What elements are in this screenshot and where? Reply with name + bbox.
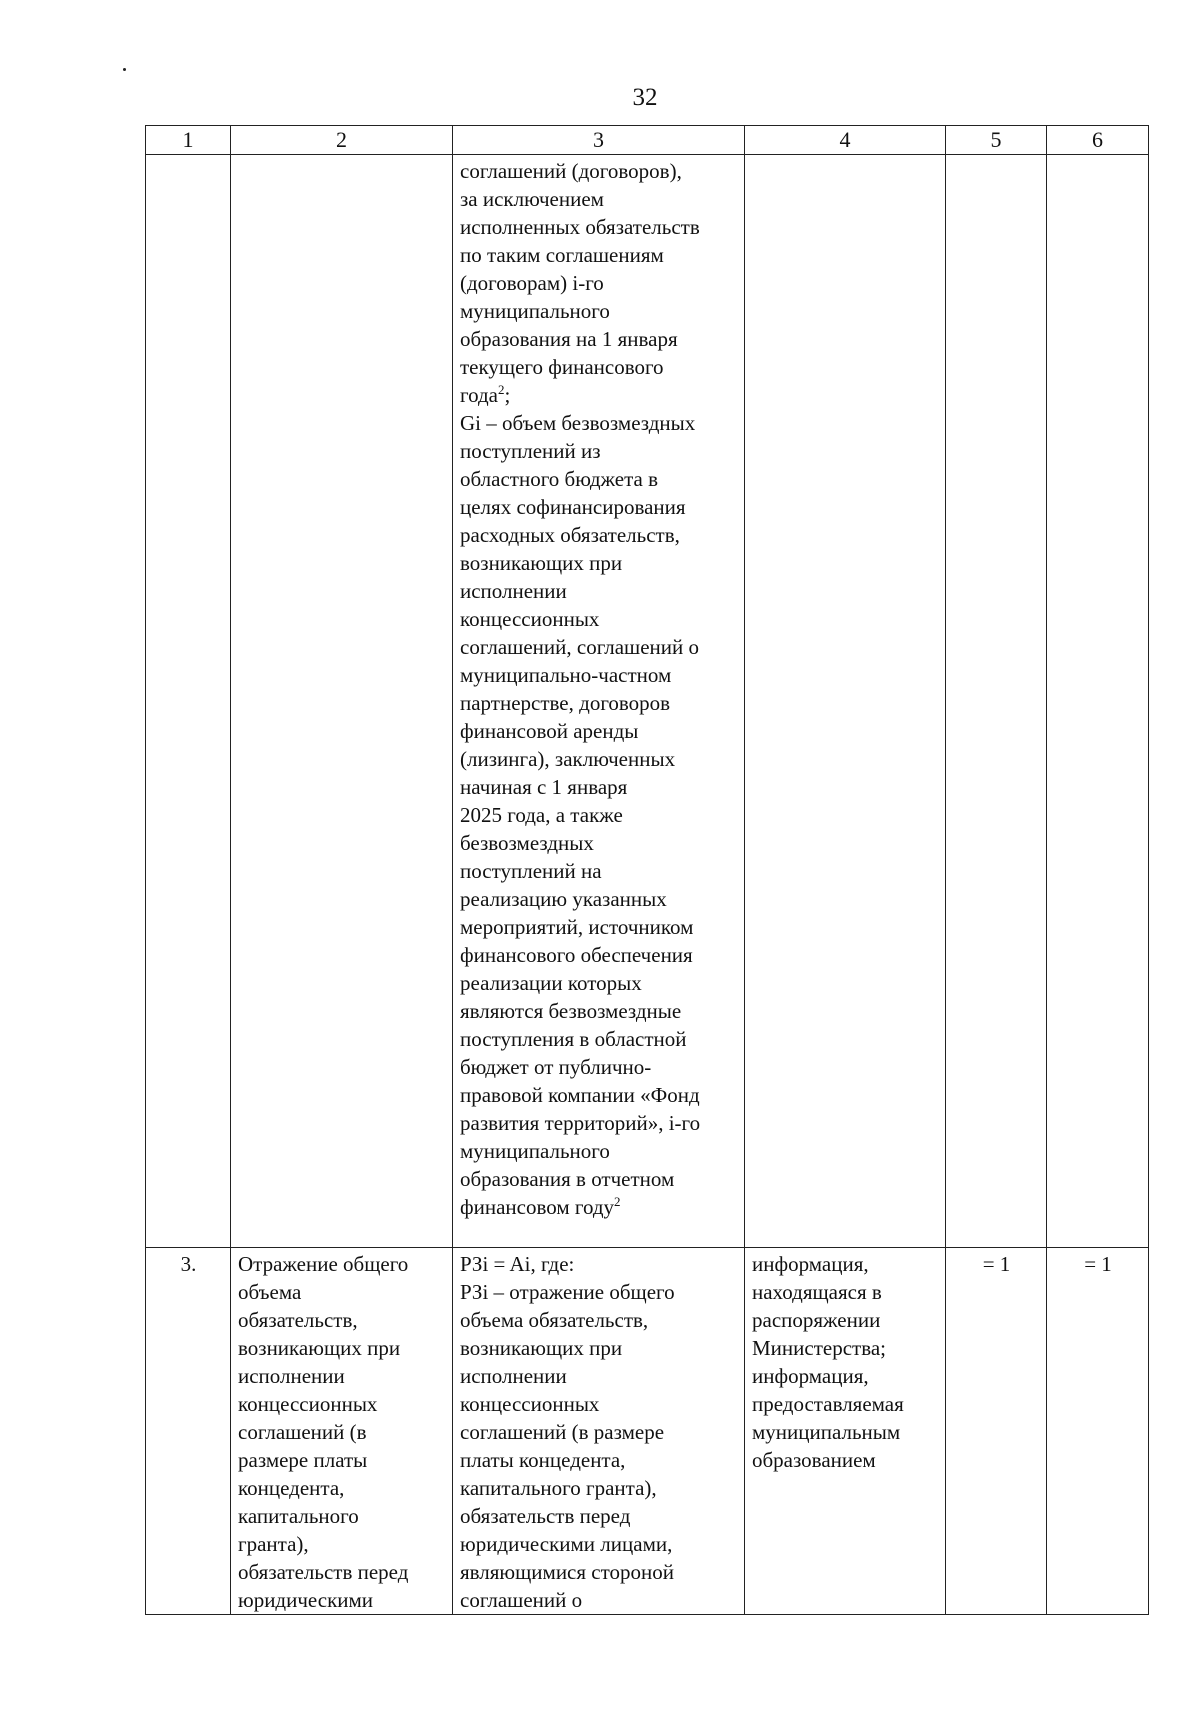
table-header-row bbox=[146, 126, 1149, 155]
header-cell-2: 2 bbox=[231, 126, 453, 155]
footnote-ref-2: 2 bbox=[614, 1194, 621, 1209]
cell-source: информация, находящаяся в распоряжении Министерства; информация, предоставляемая муниципальным образованием bbox=[745, 1248, 946, 1615]
header-cell-1: 1 bbox=[146, 126, 231, 155]
cell-col5 bbox=[946, 155, 1047, 1248]
formula-text-part-1: соглашений (договоров), за исключением исполненных обязательств по таким соглашениям (договорам) i-го муниципального образования на 1 января текущего финансового года bbox=[460, 159, 700, 407]
header-cell-3: 3 bbox=[453, 126, 745, 155]
cell-formula-description: РЗi = Ai, где: РЗi – отражение общего объема обязательств, возникающих при исполнении концессионных соглашений (в размере платы концедента, капитального гранта), обязательств перед юридическими лицами, являющимися стороной соглашений о bbox=[453, 1248, 745, 1615]
table-row-3 bbox=[146, 1248, 1149, 1615]
cell-col5-value: = 1 bbox=[946, 1248, 1047, 1615]
criteria-table bbox=[145, 125, 1149, 1615]
cell-row-number: 3. bbox=[146, 1248, 231, 1615]
footnote-ref-1: 2 bbox=[498, 382, 505, 397]
cell-formula-description bbox=[453, 155, 745, 1248]
header-cell-5: 5 bbox=[946, 126, 1047, 155]
page-number: 32 bbox=[632, 84, 658, 111]
cell-indicator-name: Отражение общего объема обязательств, возникающих при исполнении концессионных соглашений (в размере платы концедента, капитального гранта), обязательств перед юридическими bbox=[231, 1248, 453, 1615]
cell-number bbox=[146, 155, 231, 1248]
cell-indicator-name bbox=[231, 155, 453, 1248]
cell-col6 bbox=[1047, 155, 1149, 1248]
table-row-continued bbox=[146, 155, 1149, 1248]
cell-source bbox=[745, 155, 946, 1248]
scan-speck bbox=[123, 68, 126, 71]
formula-text-part-2: ; Gi – объем безвозмездных поступлений из областного бюджета в целях софинансирования расходных обязательств, возникающих при исполнении концессионных соглашений, соглашений о муниципально-частном партнерстве, договоров финансовой аренды (лизинга), заключенных начиная с 1 января 2025 года, а также безвозмездных поступлений на реализацию указанных мероприятий, источником финансового обеспечения реализации которых являются безвозмездные поступления в областной бюджет от публично- правовой компании «Фонд развития территорий», i-го муниципального образования в отчетном финансовом году bbox=[460, 383, 701, 1219]
header-cell-4: 4 bbox=[745, 126, 946, 155]
header-cell-6: 6 bbox=[1047, 126, 1149, 155]
cell-col6-value: = 1 bbox=[1047, 1248, 1149, 1615]
